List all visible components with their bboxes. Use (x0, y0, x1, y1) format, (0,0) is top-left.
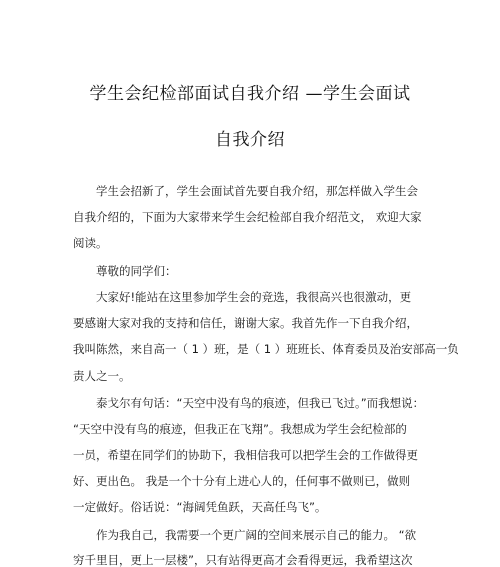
body-line: 责人之一。 (73, 369, 131, 383)
body-line: 一定做好。俗话说：“海阔凭鱼跃，天高任鸟飞”。 (73, 500, 327, 514)
document-title-line-1: 学生会纪检部面试自我介绍 —学生会面试 (89, 84, 411, 104)
body-line: 好、更出色。 我是一个十分有上进心人的，任何事不做则已，做则 (73, 474, 411, 488)
body-line: 学生会招新了，学生会面试首先要自我介绍，那怎样做入学生会 (96, 184, 418, 198)
body-line: 要感谢大家对我的支持和信任，谢谢大家。我首先作一下自我介绍， (73, 316, 418, 330)
body-line: 我叫陈然，来自高一（ 1 ）班，是（ 1 ）班班长、体育委员及治安部高一负 (73, 342, 459, 356)
body-line: “天空中没有鸟的痕迹，但我正在飞翔”。我想成为学生会纪检部的 (73, 422, 407, 436)
body-line: 阅读。 (73, 236, 108, 250)
body-line: 泰戈尔有句话：“天空中没有鸟的痕迹，但我已飞过。”而我想说： (96, 396, 425, 410)
document-title-line-2: 自我介绍 (215, 130, 285, 150)
body-line: 尊敬的同学们： (96, 264, 177, 278)
body-line: 大家好!能站在这里参加学生会的竞选，我很高兴也很激动，更 (96, 290, 412, 304)
body-line: 一员，希望在同学们的协助下，我相信我可以把学生会的工作做得更 (73, 448, 418, 462)
body-line: 自我介绍的，下面为大家带来学生会纪检部自我介绍范文， 欢迎大家 (73, 210, 422, 224)
body-line: 作为我自己，我需要一个更广阔的空间来展示自己的能力。 “欲 (96, 528, 417, 542)
body-line: 穷千里目，更上一层楼”，只有站得更高才会看得更远，我希望这次 (73, 553, 413, 567)
